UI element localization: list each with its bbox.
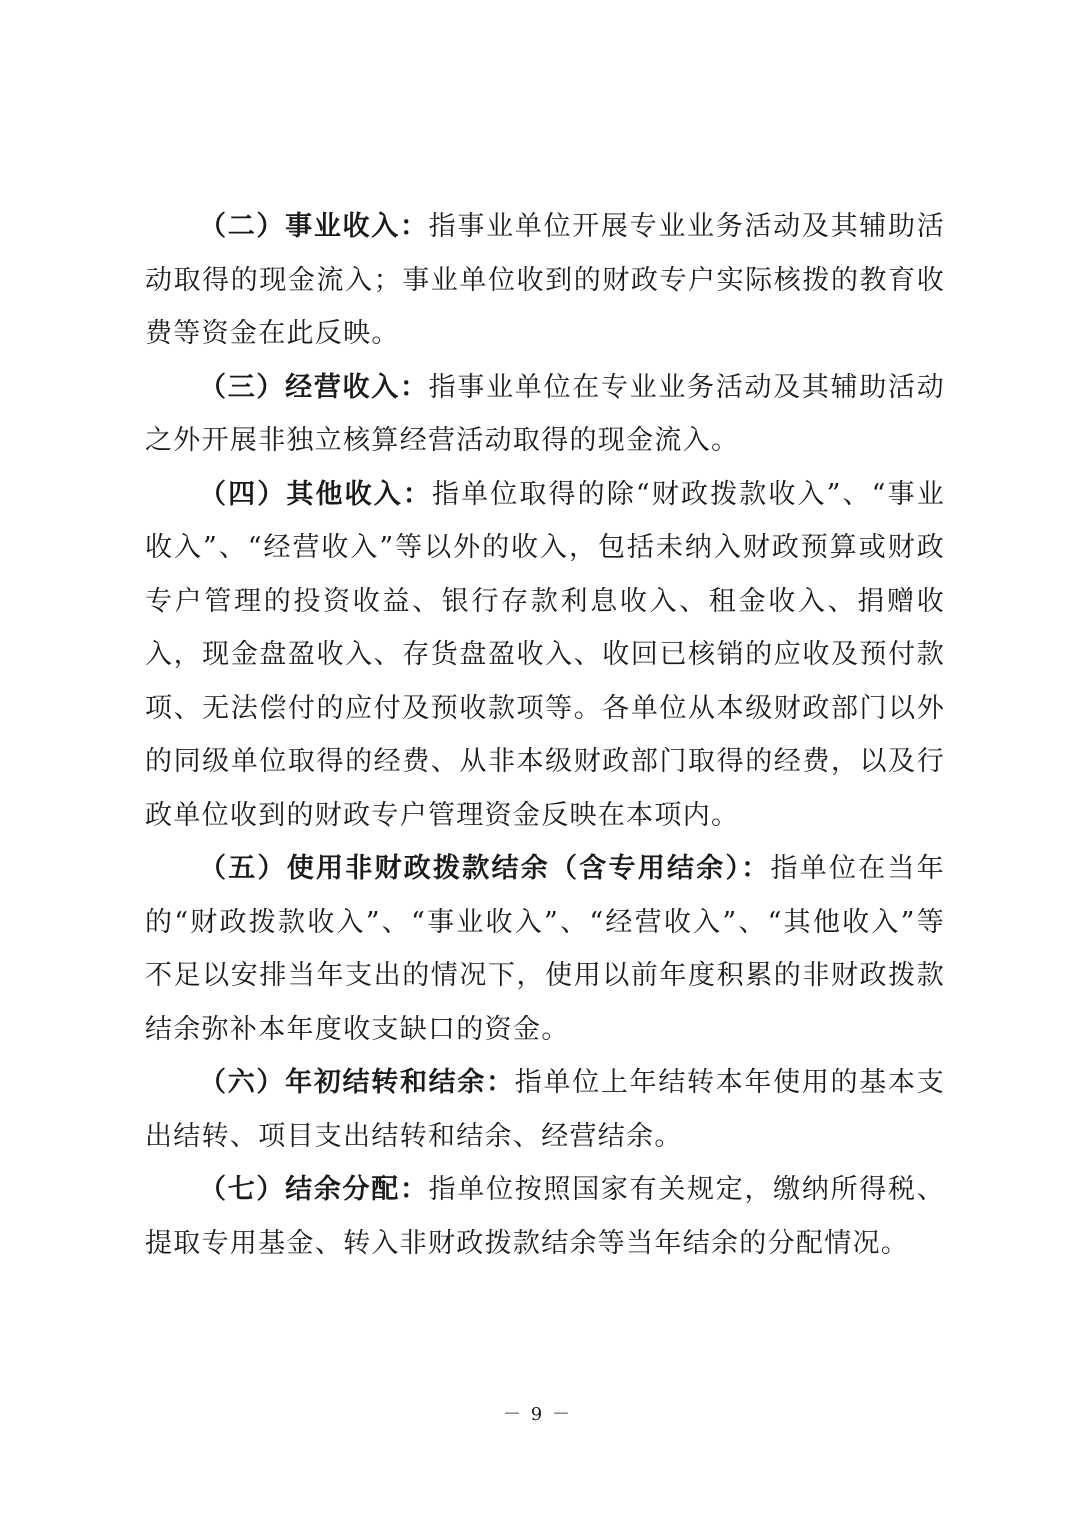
paragraph-text: 指事业单位开展专业业务活动及其辅助活动取得的现金流入；事业单位收到的财政专户实际核拨的教育收费等资金在此反映。 (145, 211, 945, 349)
paragraph-carryover (145, 1056, 945, 1163)
paragraph-heading: （七）结余分配： (199, 1174, 429, 1205)
paragraph-text: 指事业单位在专业业务活动及其辅助活动之外开展非独立核算经营活动取得的现金流入。 (145, 371, 945, 456)
paragraph-text: 指单位按照国家有关规定，缴纳所得税、提取专用基金、转入非财政拨款结余等当年结余的分配情况。 (145, 1174, 945, 1259)
paragraph-text: 指单位上年结转本年使用的基本支出结转、项目支出结转和结余、经营结余。 (145, 1067, 946, 1152)
paragraph-text: 指单位在当年的“财政拨款收入”、“事业收入”、“经营收入”、“其他收入”等不足以安排当年支出的情况下，使用以前年度积累的非财政拨款结余弥补本年度收支缺口的资金。 (145, 853, 945, 1045)
paragraph-heading: （六）年初结转和结余： (199, 1067, 515, 1098)
paragraph-heading: （三）经营收入： (199, 371, 429, 403)
paragraph-other-income (145, 468, 945, 843)
paragraph-heading: （五）使用非财政拨款结余（含专用结余）： (199, 853, 771, 884)
paragraph-operating-income (145, 361, 945, 468)
paragraph-heading: （四）其他收入： (199, 478, 433, 510)
paragraph-business-income (145, 200, 945, 361)
page-number: － 9 － (503, 1404, 572, 1425)
paragraph-surplus-distribution (145, 1163, 945, 1270)
document-body (145, 200, 945, 1270)
paragraph-text: 指单位取得的除“财政拨款收入”、“事业收入”、“经营收入”等以外的收入，包括未纳入财政预算或财政专户管理的投资收益、银行存款利息收入、租金收入、捐赠收入，现金盘盈收入、存货盘盈收入、收回已核销的应收及预付款项、无法偿付的应付及预收款项等。各单位从本级财政部门以外的同级单位取得的经费、从非本级财政部门取得的经费，以及行政单位收到的财政专户管理资金反映在本项内。 (145, 478, 945, 831)
paragraph-non-fiscal-surplus (145, 842, 945, 1056)
paragraph-heading: （二）事业收入： (199, 211, 429, 242)
